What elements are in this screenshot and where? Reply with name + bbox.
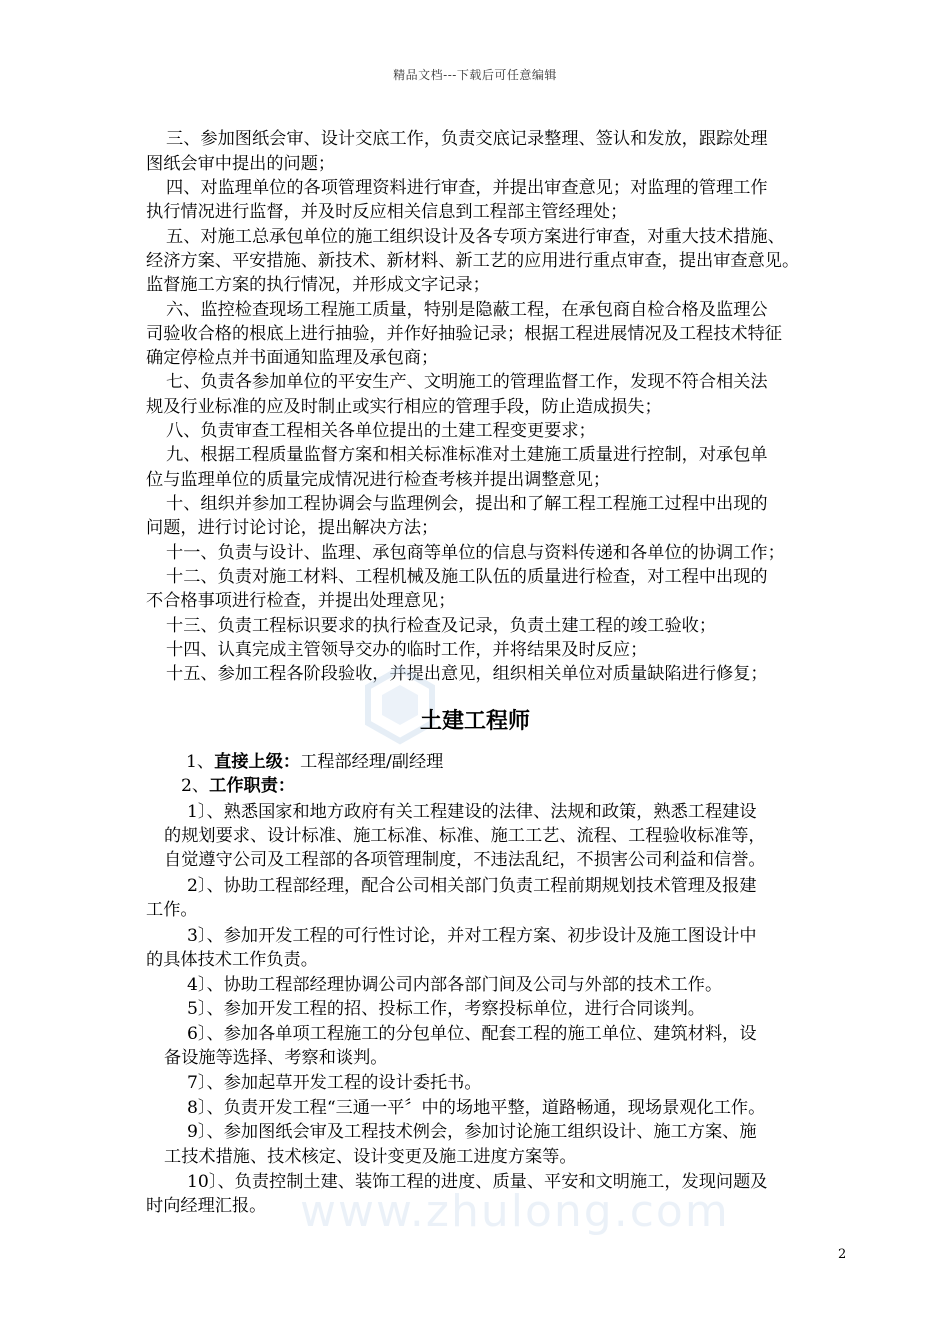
- text-line: 十二、负责对施工材料、工程机械及施工队伍的质量进行检查，对工程中出现的: [166, 567, 768, 587]
- text-line: 十三、负责工程标识要求的执行检查及记录，负责土建工程的竣工验收；: [166, 616, 717, 636]
- text-line: 五、对施工总承包单位的施工组织设计及各专项方案进行审查，对重大技术措施、: [166, 227, 785, 247]
- text-line: 执行情况进行监督，并及时反应相关信息到工程部主管经理处；: [146, 202, 628, 222]
- text-line: 十四、认真完成主管领导交办的临时工作，并将结果及时反应；: [166, 640, 648, 660]
- text-line: 5〕、参加开发工程的招、投标工作，考察投标单位，进行合同谈判。: [187, 999, 705, 1019]
- text-line: 确定停检点并书面通知监理及承包商；: [146, 348, 439, 368]
- text-line: 8〕、负责开发工程“三通一平〞中的场地平整，道路畅通，现场景观化工作。: [187, 1098, 766, 1118]
- section-title: 土建工程师: [419, 709, 530, 734]
- text-line: 4〕、协助工程部经理协调公司内部各部门间及公司与外部的技术工作。: [187, 975, 723, 995]
- text-line: 六、监控检查现场工程施工质量，特别是隐蔽工程，在承包商自检合格及监理公: [166, 300, 768, 320]
- item-number: 2、: [181, 776, 210, 796]
- text-line: 7〕、参加起草开发工程的设计委托书。: [187, 1073, 482, 1093]
- text-line: 不合格事项进行检查，并提出处理意见；: [146, 591, 456, 611]
- text-line: 司验收合格的根底上进行抽验，并作好抽验记录；根据工程进展情况及工程技术特征: [146, 324, 782, 344]
- text-line: 工技术措施、技术核定、设计变更及施工进度方案等。: [164, 1147, 577, 1167]
- item-number: 1、: [186, 752, 215, 772]
- text-line: 10〕、负责控制土建、装饰工程的进度、质量、平安和文明施工，发现问题及: [187, 1172, 768, 1192]
- text-line: 位与监理单位的质量完成情况进行检查考核并提出调整意见；: [146, 470, 611, 490]
- text-line: 十一、负责与设计、监理、承包商等单位的信息与资料传递和各单位的协调工作；: [166, 543, 785, 563]
- direct-superior-value: 工程部经理/副经理: [300, 752, 444, 772]
- text-line: 监督施工方案的执行情况，并形成文字记录；: [146, 275, 490, 295]
- text-line: 四、对监理单位的各项管理资料进行审查，并提出审查意见；对监理的管理工作: [166, 178, 768, 198]
- watermark-text: www.zhulong.com: [300, 1186, 730, 1237]
- page-number: 2: [838, 1247, 847, 1262]
- duties-label: 工作职责：: [209, 776, 296, 796]
- text-line: 1〕、熟悉国家和地方政府有关工程建设的法律、法规和政策，熟悉工程建设: [187, 802, 757, 822]
- text-line: 十五、参加工程各阶段验收，并提出意见，组织相关单位对质量缺陷进行修复；: [166, 664, 768, 684]
- text-line: 的规划要求、设计标准、施工标准、标准、施工工艺、流程、工程验收标准等，: [164, 826, 766, 846]
- text-line: 经济方案、平安措施、新技术、新材料、新工艺的应用进行重点审查，提出审查意见。: [146, 251, 800, 271]
- text-line: 6〕、参加各单项工程施工的分包单位、配套工程的施工单位、建筑材料，设: [187, 1024, 757, 1044]
- text-line: 三、参加图纸会审、设计交底工作，负责交底记录整理、签认和发放，跟踪处理: [166, 129, 768, 149]
- text-line: 图纸会审中提出的问题；: [146, 154, 336, 174]
- text-line: 备设施等选择、考察和谈判。: [164, 1048, 388, 1068]
- text-line: 八、负责审查工程相关各单位提出的土建工程变更要求；: [166, 421, 596, 441]
- text-line: 规及行业标准的应及时制止或实行相应的管理手段，防止造成损失；: [146, 397, 662, 417]
- text-line: 十、组织并参加工程协调会与监理例会，提出和了解工程工程施工过程中出现的: [166, 494, 768, 514]
- text-line: 时向经理汇报。: [146, 1196, 267, 1216]
- duties-heading-line: [181, 774, 295, 798]
- text-line: 9〕、参加图纸会审及工程技术例会，参加讨论施工组织设计、施工方案、施: [187, 1122, 757, 1142]
- text-line: 的具体技术工作负责。: [146, 950, 318, 970]
- text-line: 九、根据工程质量监督方案和相关标准标准对土建施工质量进行控制，对承包单: [166, 445, 768, 465]
- text-line: 七、负责各参加单位的平安生产、文明施工的管理监督工作，发现不符合相关法: [166, 372, 768, 392]
- text-line: 2〕、协助工程部经理，配合公司相关部门负责工程前期规划技术管理及报建: [187, 876, 757, 896]
- direct-superior-label: 直接上级：: [214, 752, 301, 772]
- text-line: 自觉遵守公司及工程部的各项管理制度，不违法乱纪，不损害公司利益和信誉。: [164, 850, 766, 870]
- text-line: 3〕、参加开发工程的可行性讨论，并对工程方案、初步设计及施工图设计中: [187, 926, 757, 946]
- page-header: 精品文档---下载后可任意编辑: [393, 68, 557, 82]
- direct-superior-line: [186, 750, 443, 774]
- text-line: 问题，进行讨论讨论，提出解决方法；: [146, 518, 439, 538]
- text-line: 工作。: [146, 900, 198, 920]
